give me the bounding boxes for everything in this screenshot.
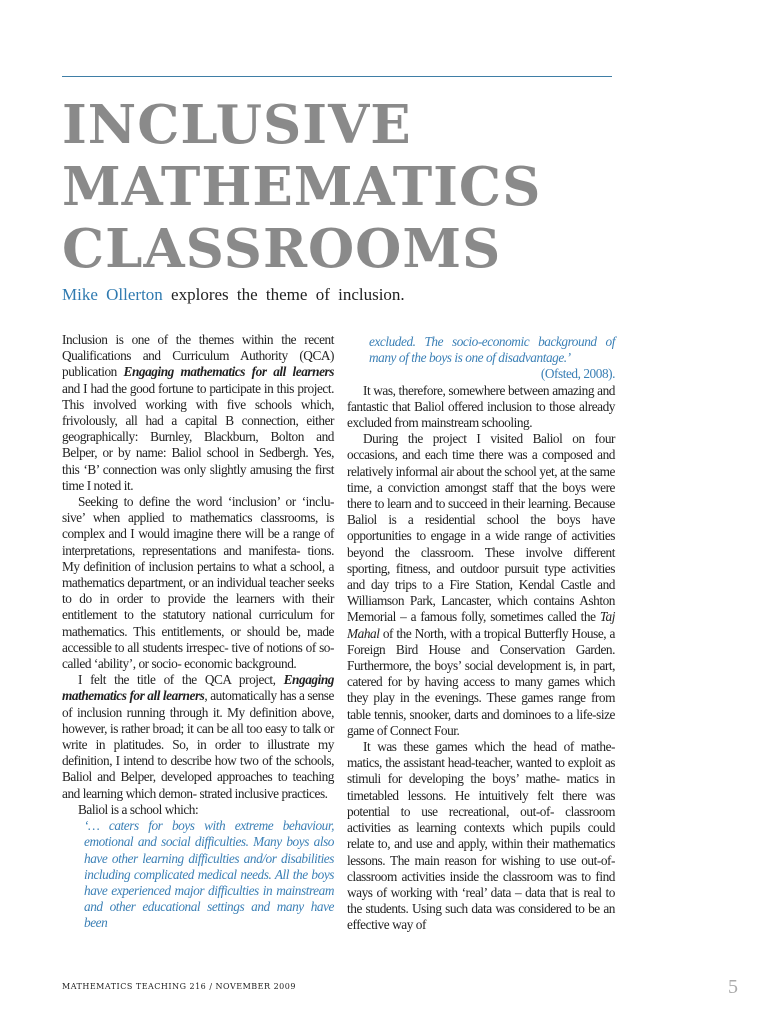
quote-citation: (Ofsted, 2008). xyxy=(540,366,615,382)
text-run: , automatically has a sense of inclusion running through it. My definition above, however, is rather broad; it can be all too easy to talk or write in platitudes. So, in order to illustrate my definition, I intend to describe how two of the schools, Baliol and Belper, developed approaches to teaching and learning which demon- strated inclusive practices. xyxy=(62,688,334,801)
block-quote-continued: excluded. The socio-economic background of many of the boys is one of disadvantage.’ xyxy=(369,334,615,366)
text-run: I felt the title of the QCA project, xyxy=(78,672,284,688)
page-number: 5 xyxy=(728,976,738,998)
paragraph xyxy=(347,431,615,739)
paragraph xyxy=(62,672,334,802)
project-title: Engaging mathematics for all learners xyxy=(62,672,334,704)
right-column xyxy=(347,334,615,934)
title-line-2: MATHEMATICS xyxy=(62,156,542,218)
paragraph: Baliol is a school which: xyxy=(78,801,199,817)
text-run: During the project I visited Baliol on four occasions, and each time there was a composed and relatively informal air about the school yet, at the same time, a conviction amongst staff that the boys were there to learn and to succeed in their learning. Because Baliol is a residential school the boys have opportunities to engage in a wide range of activities beyond the classroom. These involve different sporting, fitness, and outdoor pursuit type activities and day trips to a Fire Station, Kendal Castle and Williamson Park, Lancaster, which contains Ashton Memorial – a famous folly, sometimes called the xyxy=(347,431,615,625)
publication-title: Engaging mathematics for all learners xyxy=(123,364,335,380)
text-run: of the North, with a tropical Butterfly House, a Foreign Bird House and Conservation Garden. Furthermore, the boys’ social development is, in part, catered for by having access to many games which they play in the evenings. These games range from table tennis, snooker, darts and dominoes to a life-size game of Connect Four. xyxy=(347,625,615,738)
emphasis: Taj Mahal xyxy=(347,609,615,641)
title-line-1: INCLUSIVE xyxy=(62,94,412,156)
byline xyxy=(62,285,405,305)
top-rule xyxy=(62,76,612,77)
paragraph: Seeking to define the word ‘inclusion’ or ‘inclu- sive’ when applied to mathematics classrooms, is complex and I would imagine there will be a range of interpretations, representations and manifesta- tions. My definition of inclusion pertains to what a school, a mathematics department, or an individual teacher seeks to do in order to provide the learners with their entitlement to the statutory national curriculum for mathematics. This entitlements, or should be, made accessible to all students irrespec- tive of notions of so-called ‘ability’, or socio- economic background. xyxy=(62,494,334,672)
left-column xyxy=(62,332,334,932)
paragraph xyxy=(62,332,334,494)
byline-text: explores the theme of inclusion. xyxy=(171,285,405,304)
text-run: and I had the good fortune to participate in this project. This involved working with five schools which, frivolously, all had a capital B connection, either geographically: Burnley, Blackburn, Bolton and Belper, or by name: Baliol school in Sedbergh. Yes, this ‘B’ connection was only slightly amusing the first time I noted it. xyxy=(62,380,334,493)
journal-footer: MATHEMATICS TEACHING 216 / NOVEMBER 2009 xyxy=(62,982,296,991)
article-title xyxy=(62,94,541,280)
text-run: Inclusion is one of the themes within the recent Qualifications and Curriculum Authority (QCA) publication xyxy=(62,332,334,380)
author-name: Mike Ollerton xyxy=(62,285,163,304)
paragraph: It was, therefore, somewhere between amazing and fantastic that Baliol offered inclusion to those already excluded from mainstream schooling. xyxy=(347,382,615,431)
title-line-3: CLASSROOMS xyxy=(62,218,502,280)
paragraph: It was these games which the head of mathe- matics, the assistant head-teacher, wanted to exploit as stimuli for developing the boys’ mathe- matics in timetabled lessons. He intuitively felt there was potential to use recreational, out-of- classroom activities as learning contexts which pupils could relate to, and use and apply, within their mathematics lessons. The main reason for wishing to use out-of-classroom activities inside the classroom was to find ways of working with ‘real’ data – data that is real to the students. Using such data was considered to be an effective way of xyxy=(347,739,615,933)
block-quote: ‘… caters for boys with extreme behaviour, emotional and social difficulties. Many boys also have other learning difficulties and/or disabilities including complicated medical needs. All the boys have experienced major difficulties in mainstream and other educational settings and many have been xyxy=(84,818,334,931)
